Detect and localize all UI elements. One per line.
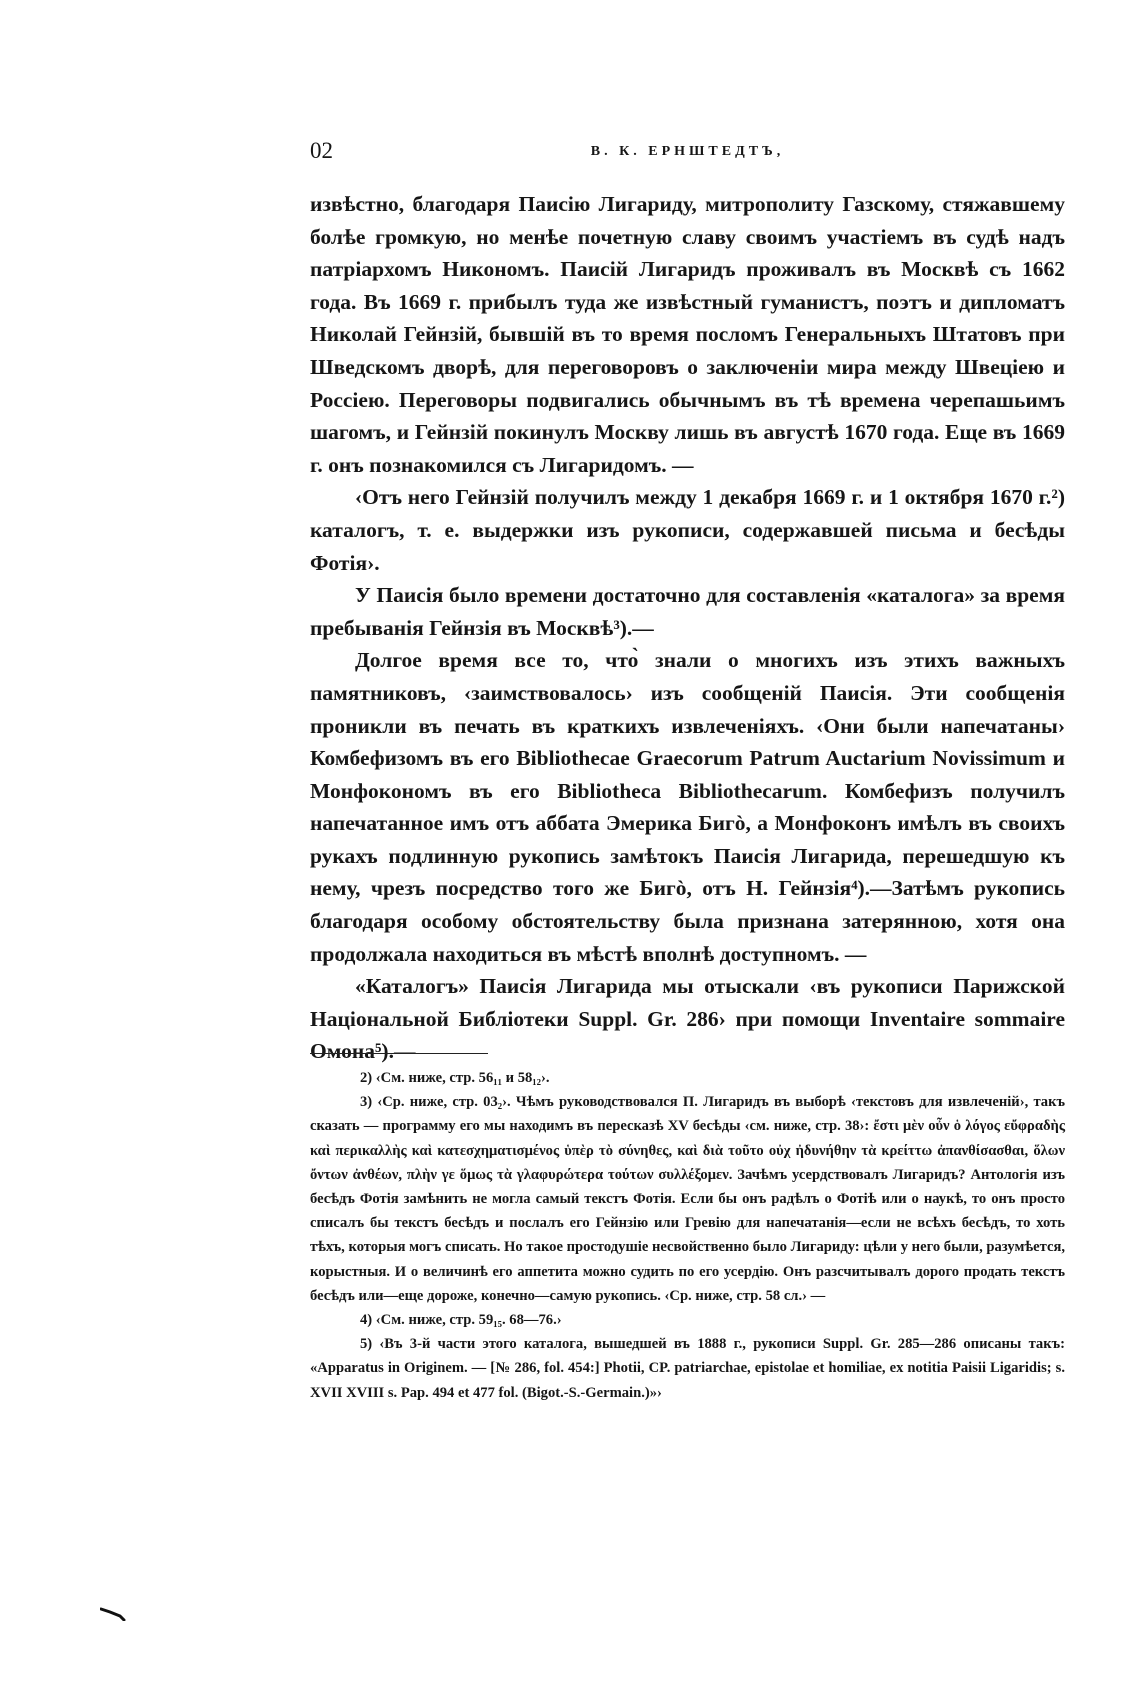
paragraph-1: извѣстно, благодаря Паисію Лигариду, митрополиту Газскому, стяжавшему болѣе громкую, но менѣе почетную славу своимъ участіемъ въ судѣ надъ патріархомъ Никономъ. Паисій Лигаридъ проживалъ въ Москвѣ съ 1662 года. Въ 1669 г. прибылъ туда же извѣстный гуманистъ, поэтъ и дипломатъ Николай Гейнзій, бывшій въ то время посломъ Генеральныхъ Штатовъ при Шведскомъ дворѣ, для переговоровъ о заключеніи мира между Швеціею и Россіею. Переговоры подвигались обычнымъ въ тѣ времена черепашьимъ шагомъ, и Гейнзій покинулъ Москву лишь въ августѣ 1670 года. Еще въ 1669 г. онъ познакомился съ Лигаридомъ. — — [310, 192, 1065, 477]
paragraph-3: У Паисія было времени достаточно для составленія «каталога» за время пребыванія Гейнзія въ Москвѣ³).— — [310, 583, 1065, 640]
paragraph-5: «Каталогъ» Паисія Лигарида мы отыскали ‹въ рукописи Парижской Національной Библіотеки Suppl. Gr. 286› при помощи Inventaire sommaire Омона⁵).— — [310, 974, 1065, 1064]
paragraph-4: Долгое время все то, что̀ знали о многихъ изъ этихъ важныхъ памятниковъ, ‹заимствовалось› изъ сообщеній Паисія. Эти сообщенія проникли въ печать въ краткихъ извлеченіяхъ. ‹Они были напечатаны› Комбефизомъ въ его Bibliothecae Graecorum Patrum Auctarium Novissimum и Монфокономъ въ его Bibliotheca Bibliothecarum. Комбефизъ получилъ напечатанное имъ отъ аббата Эмерика Бигò, а Монфоконъ имѣлъ въ своихъ рукахъ подлинную рукопись замѣтокъ Паисія Лигарида, перешедшую къ нему, чрезъ посредство того же Бигò, отъ Н. Гейнзія⁴).—Затѣмъ рукопись благодаря особому обстоятельству была признана затерянною, хотя она продолжала находиться въ мѣстѣ вполнѣ доступномъ. — — [310, 648, 1065, 966]
footnote-4: 4) ‹См. ниже, стр. 59₁₅. 68—76.› — [360, 1312, 562, 1329]
footnote-divider — [310, 1053, 488, 1054]
running-title: В. К. ЕРНШТЕДТЪ, — [590, 144, 785, 159]
footnote-5: 5) ‹Въ 3-й части этого каталога, вышедшей въ 1888 г., рукописи Suppl. Gr. 285—286 описаны такъ: «Apparatus in Originem. — [№ 286, fol. 454:] Photii, CP. patriarchae, epistolae et homiliae, ex notitia Paisii Ligaridis; s. XVII XVIII s. Pap. 494 et 477 fol. (Bigot.-S.-Germain.)»› — [310, 1336, 1065, 1401]
scan-artifact-mark — [100, 1607, 126, 1621]
page-number: 02 — [310, 138, 333, 163]
footnotes — [310, 1066, 1065, 1405]
footnote-3: 3) ‹Ср. ниже, стр. 03₂›. Чѣмъ руководствовался П. Лигаридъ въ выборѣ ‹текстовъ для извлеченій›, такъ сказать — программу его мы находимъ въ пересказѣ XV бесѣды ‹см. ниже, стр. 38›: ἔστι μὲν οὖν ὁ λόγος εὔφραδὴς καὶ περικαλλὴς καὶ κατεσχηματισμένος ὑπὲρ τὸ σύνηθες, καὶ διὰ τοῦτο οὐχ ἠδυνήθην τὰ κρείττω ἀπανθίσασθαι, ὅλων ὄντων ἀνθέων, πλὴν γε ὅμως τὰ γλαφυρώτερα τούτων συλλέξομεν. Зачѣмъ усердствовалъ Лигаридъ? Антологія изъ бесѣдъ Фотія замѣнить не могла самый текстъ Фотія. Если бы онъ радѣлъ о Фотіѣ или о наукѣ, то онъ просто списалъ бы текстъ бесѣдъ и послалъ его Гейнзію или Гревію для напечатанія—если не всѣхъ бесѣдъ, то хоть тѣхъ, которыя могъ списать. Но такое простодушіе несвойственно было Лигариду: цѣли у него были, разумѣется, корыстныя. И о величинѣ его аппетита можно судить по его усердію. Онъ разсчитывалъ дорого продать текстъ бесѣдъ или—еще дороже, конечно—самую рукопись. ‹Ср. ниже, стр. 58 сл.› — — [310, 1094, 1065, 1304]
paragraph-2: ‹Отъ него Гейнзій получилъ между 1 декабря 1669 г. и 1 октября 1670 г.²) каталогъ, т. е. выдержки изъ рукописи, содержавшей письма и бесѣды Фотія›. — [310, 485, 1065, 575]
footnote-2: 2) ‹См. ниже, стр. 56₁₁ и 58₁₂›. — [360, 1070, 550, 1086]
main-text — [310, 188, 1065, 1068]
page-header — [310, 138, 1065, 168]
